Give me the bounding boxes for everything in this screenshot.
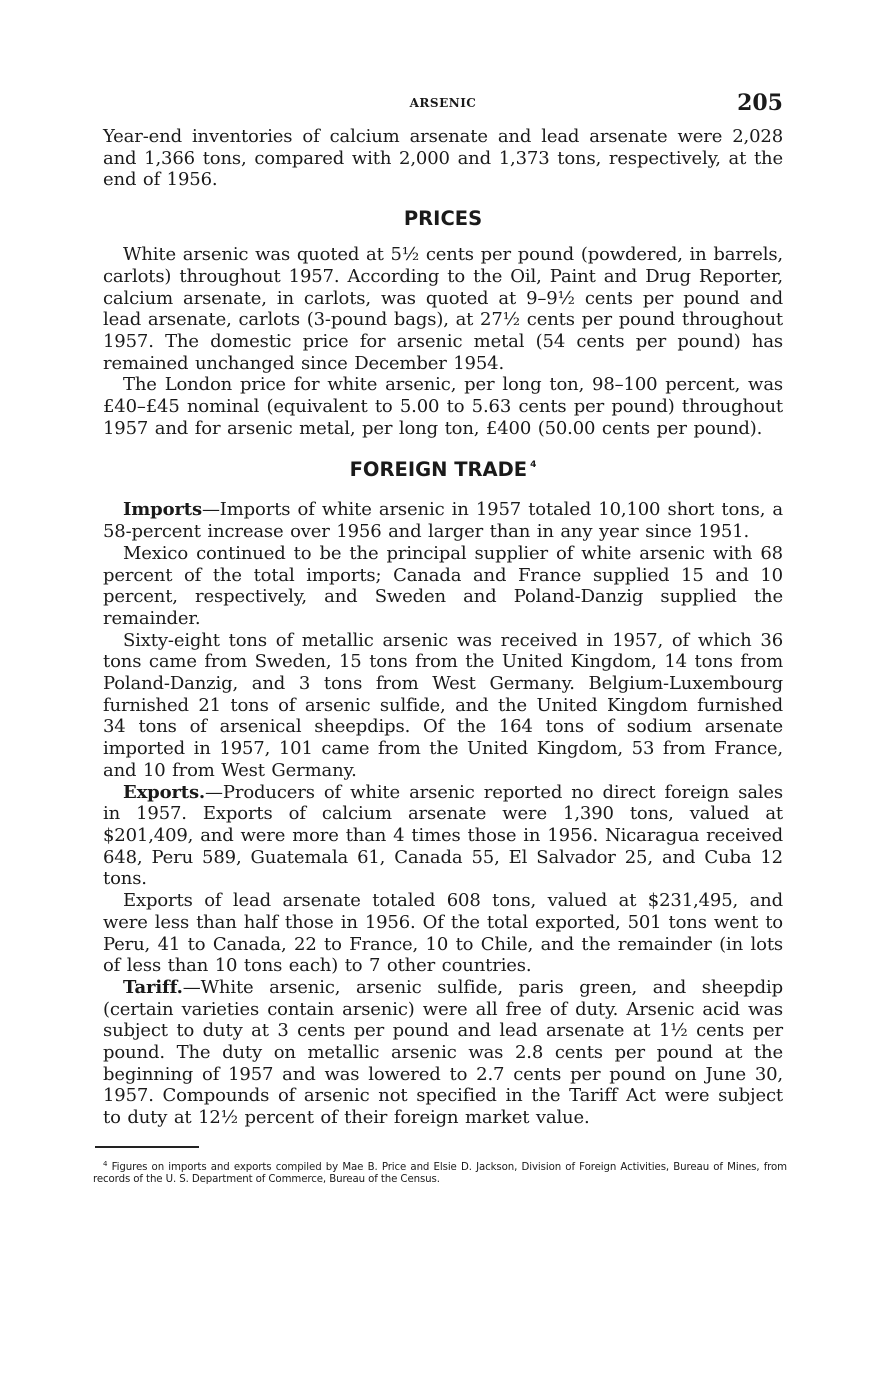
- imports-paragraph-3: Sixty-eight tons of metallic arsenic was received in 1957, of which 36 tons came from Sweden, 15 tons from the United Kingdom, 14 tons from Poland-Danzig, and 3 tons from West Germany. Belgium-Luxembourg furnished 21 tons of arsenic sulfide, and the United Kingdom furnished 34 tons of arsenical sheepdips. Of the 164 tons of sodium arsenate imported in 1957, 101 came from the United Kingdom, 53 from France, and 10 from West Germany.: [103, 629, 783, 781]
- imports-paragraph: [103, 499, 783, 542]
- footnote-divider: [95, 1146, 199, 1148]
- foreign-trade-heading: [103, 458, 783, 481]
- footnote-marker: 4: [103, 1159, 108, 1168]
- exports-paragraph: [103, 782, 783, 891]
- prices-paragraph-1: White arsenic was quoted at 5½ cents per pound (powdered, in barrels, carlots) throughout 1957. According to the Oil, Paint and Drug Reporter, calcium arsenate, in carlots, was quoted at 9–9½ cents per pound and lead arsenate, carlots (3-pound bags), at 27½ cents per pound throughout 1957. The domestic price for arsenic metal (54 cents per pound) has remained unchanged since December 1954.: [103, 244, 783, 374]
- intro-paragraph: Year-end inventories of calcium arsenate and lead arsenate were 2,028 and 1,366 tons, compared with 2,000 and 1,373 tons, respectively, at the end of 1956.: [103, 126, 783, 191]
- imports-run-in-head: Imports: [123, 499, 202, 521]
- imports-text: —Imports of white arsenic in 1957 totaled 10,100 short tons, a 58-percent increase over 1956 and larger than in any year since 1951.: [103, 499, 783, 543]
- tariff-paragraph: [103, 977, 783, 1129]
- footnote: [93, 1158, 787, 1187]
- page-number: 205: [737, 90, 783, 116]
- prices-heading: PRICES: [403, 207, 483, 231]
- imports-paragraph-2: Mexico continued to be the principal supplier of white arsenic with 68 percent of the total imports; Canada and France supplied 15 and 10 percent, respectively, and Sweden and Poland-Danzig supplied the remainder.: [103, 542, 783, 629]
- footnote-text: Figures on imports and exports compiled by Mae B. Price and Elsie D. Jackson, Division of Foreign Activities, Bureau of Mines, from records of the U. S. Department of Commerce, Bureau of the Census.: [93, 1161, 788, 1186]
- foreign-trade-heading-text: FOREIGN TRADE: [349, 458, 528, 482]
- exports-text: —Producers of white arsenic reported no direct foreign sales in 1957. Exports of calcium arsenate were 1,390 tons, valued at $201,409, and were more than 4 times those in 1956. Nicaragua received 648, Peru 589, Guatemala 61, Canada 55, El Salvador 25, and Cuba 12 tons.: [103, 781, 783, 890]
- exports-paragraph-2: Exports of lead arsenate totaled 608 tons, valued at $231,495, and were less than half those in 1956. Of the total exported, 501 tons went to Peru, 41 to Canada, 22 to France, 10 to Chile, and the remainder (in lots of less than 10 tons each) to 7 other countries.: [103, 890, 783, 977]
- prices-paragraph-2: The London price for white arsenic, per long ton, 98–100 percent, was £40–£45 nominal (equivalent to 5.00 to 5.63 cents per pound) throughout 1957 and for arsenic metal, per long ton, £400 (50.00 cents per pound).: [103, 374, 783, 439]
- document-page: [93, 90, 788, 1187]
- tariff-run-in-head: Tariff.: [123, 976, 183, 998]
- exports-run-in-head: Exports.: [123, 781, 206, 803]
- running-title: ARSENIC: [409, 96, 477, 110]
- tariff-text: —White arsenic, arsenic sulfide, paris green, and sheepdip (certain varieties contain arsenic) were all free of duty. Arsenic acid was subject to duty at 3 cents per pound and lead arsenate at 1½ cents per pound. The duty on metallic arsenic was 2.8 cents per pound at the beginning of 1957 and was lowered to 2.7 cents per pound on June 30, 1957. Compounds of arsenic not specified in the Tariff Act were subject to duty at 12½ percent of their foreign market value.: [103, 976, 783, 1129]
- running-header: [103, 92, 783, 126]
- footnote-reference: 4: [530, 460, 537, 471]
